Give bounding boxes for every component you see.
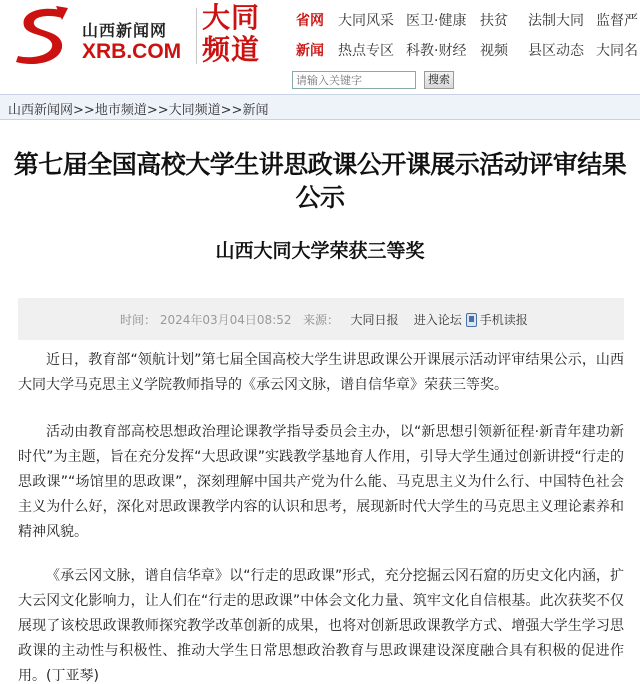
article-source: 大同日报: [350, 313, 399, 327]
logo-domain: XRB.COM: [82, 40, 182, 63]
breadcrumb-news[interactable]: 新闻: [242, 103, 269, 118]
article-paragraph-3: 《承云冈文脉，谱自信华章》以“行走的思政课”形式，充分挖掘云冈石窟的历史文化内涵，扩大云冈文化影响力，让人们在“行走的思政课”中体会文化力量、筑牢文化自信根基。此次获奖不仅展现了该校思政课教师探究教学改革创新的成果，也将对创新思政课教学方式、增强大学生学习思政课的主动性与积极性、推动大学生日常思想政治教育与思政课建设深度融合具有积极的促进作用。(丁亚琴): [18, 568, 624, 684]
mobile-reading-link[interactable]: 手机读报: [479, 313, 528, 327]
article-subtitle: 山西大同大学荣获三等奖: [215, 240, 425, 262]
nav-item-supervision[interactable]: 监督严: [596, 13, 638, 29]
nav-item-county-news[interactable]: 县区动态: [528, 43, 584, 59]
site-header: [0, 0, 640, 90]
breadcrumb-bar: [0, 94, 640, 120]
nav-item-video[interactable]: 视频: [480, 43, 508, 59]
nav-item-legal[interactable]: 法制大同: [528, 13, 584, 29]
article-paragraph-2: 活动由教育部高校思想政治理论课教学指导委员会主办，以“新思想引领新征程·新青年建功新时代”为主题，旨在充分发挥“大思政课”实践教学基地育人作用，引导大学生通过创新讲授“行走的思政课”“场馆里的思政课”，深刻理解中国共产党为什么能、马克思主义为什么行、中国特色社会主义为什么好，深化对思政课教学内容的认识和思考，展现新时代大学生的马克思主义理论素养和精神风貌。: [18, 424, 624, 540]
nav-item-news[interactable]: 新闻: [296, 43, 324, 59]
breadcrumb-separator: >>: [146, 103, 169, 118]
article-title: 第七届全国高校大学生讲思政课公开课展示活动评审结果公示: [13, 150, 627, 212]
channel-line-2: 频道: [202, 33, 261, 66]
search-button[interactable]: 搜索: [424, 71, 454, 89]
breadcrumb-separator: >>: [73, 103, 95, 118]
breadcrumb-datong-channel[interactable]: 大同频道: [168, 103, 221, 118]
breadcrumb-separator: >>: [220, 103, 243, 118]
logo-s-icon: [12, 4, 72, 66]
time-label: 时间：: [120, 313, 157, 327]
forum-link[interactable]: 进入论坛: [413, 313, 462, 327]
source-label: 来源：: [302, 313, 339, 327]
channel-name: [202, 2, 272, 66]
article-meta-bar: [18, 298, 624, 340]
publish-time: 2024年03月04日08:52: [159, 313, 292, 327]
mobile-phone-icon: [466, 313, 477, 327]
search-input[interactable]: [292, 71, 416, 89]
site-logo[interactable]: [12, 4, 202, 66]
nav-item-datong-famous[interactable]: 大同名: [596, 43, 638, 59]
breadcrumb: [8, 99, 268, 118]
nav-item-edu-finance[interactable]: 科教·财经: [406, 43, 467, 59]
nav-item-province[interactable]: 省网: [296, 13, 324, 29]
logo-chinese-name: 山西新闻网: [82, 21, 168, 40]
channel-line-1: 大同: [202, 1, 261, 34]
breadcrumb-city-channel[interactable]: 地市频道: [94, 103, 147, 118]
breadcrumb-home[interactable]: 山西新闻网: [8, 103, 74, 118]
nav-item-datong-style[interactable]: 大同风采: [338, 13, 394, 29]
nav-item-poverty[interactable]: 扶贫: [480, 13, 508, 29]
header-divider: [196, 8, 197, 64]
nav-item-hot-topics[interactable]: 热点专区: [338, 43, 394, 59]
article-paragraph-1: 近日，教育部“领航计划”第七届全国高校大学生讲思政课公开课展示活动评审结果公示，山西大同大学马克思主义学院教师指导的《承云冈文脉，谱自信华章》荣获三等奖。: [18, 352, 624, 393]
nav-item-health[interactable]: 医卫·健康: [406, 13, 467, 29]
article-meta: [120, 311, 528, 328]
